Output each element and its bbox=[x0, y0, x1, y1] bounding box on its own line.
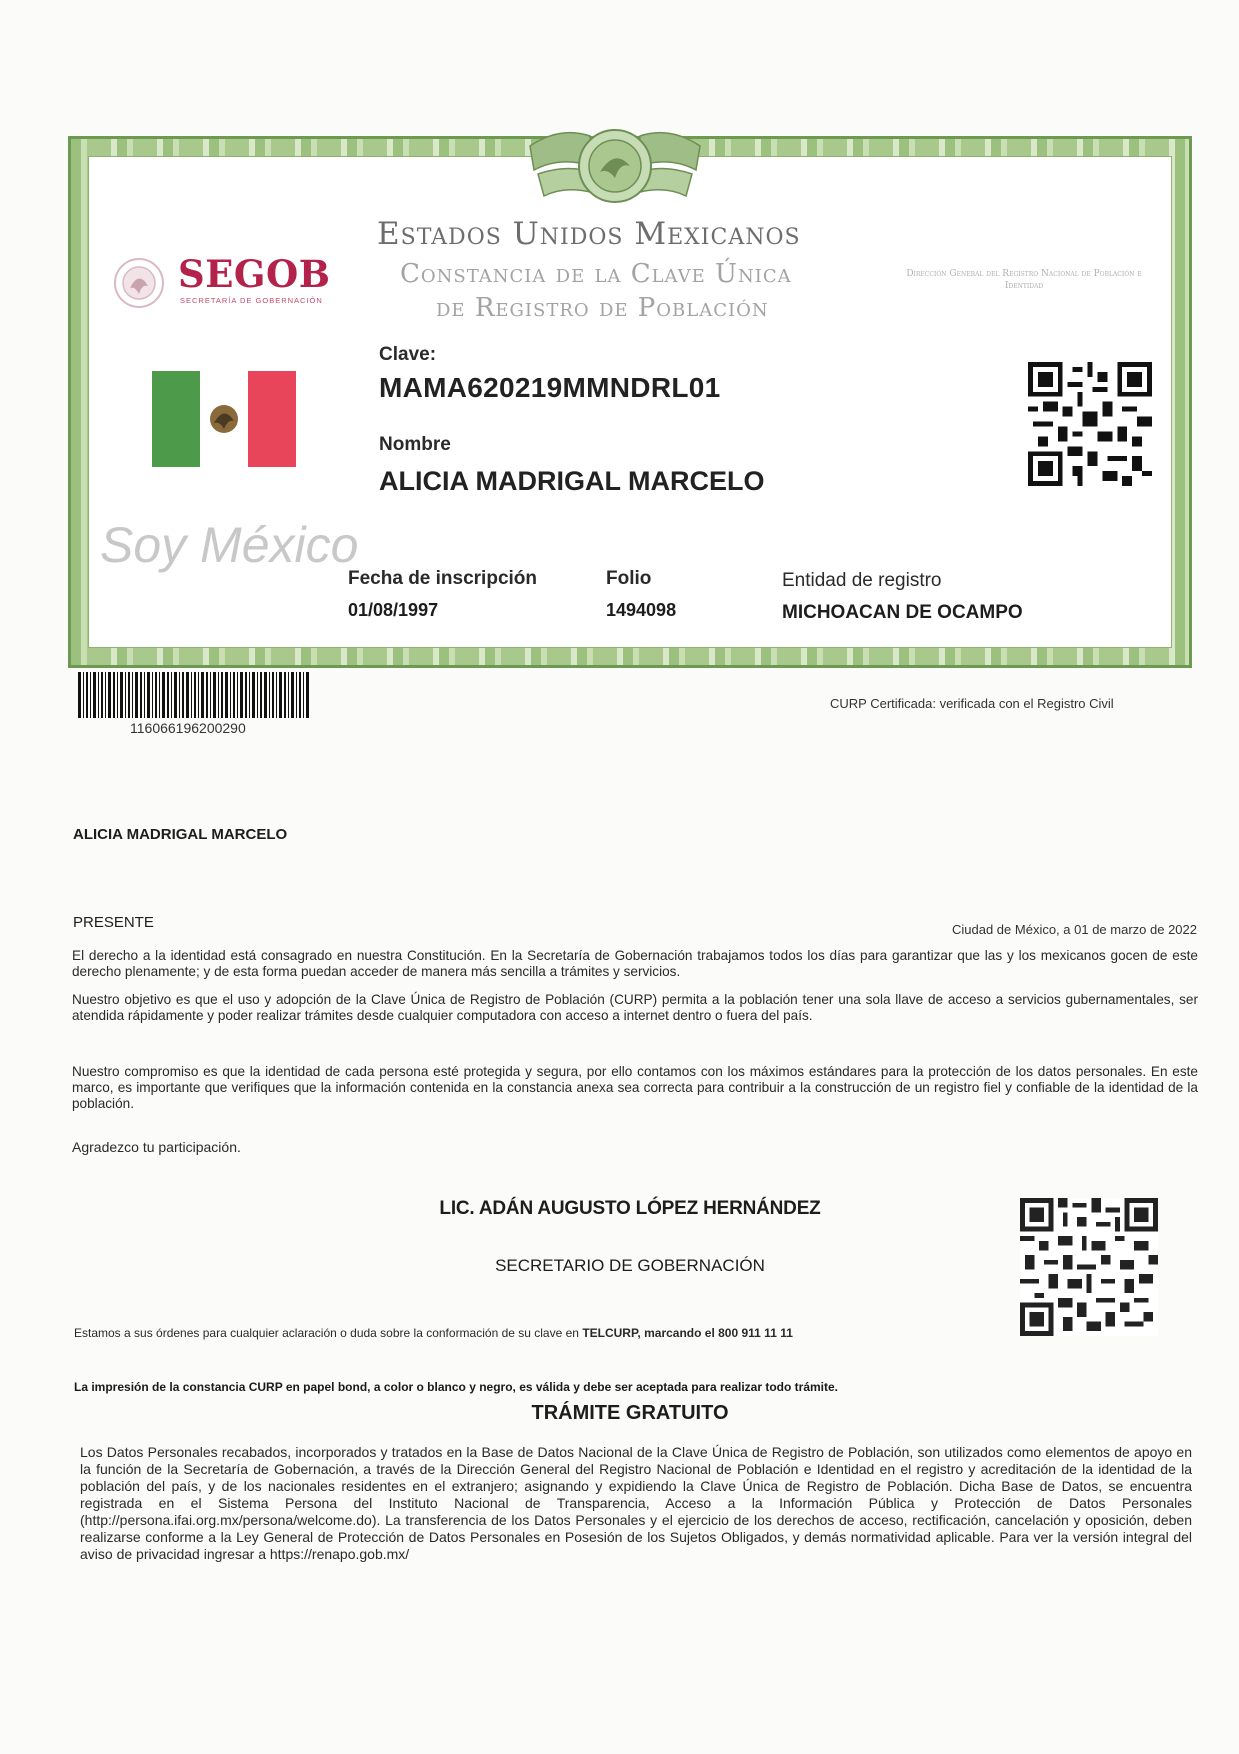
letter-salutation: PRESENTE bbox=[73, 914, 154, 931]
fecha-inscripcion-value: 01/08/1997 bbox=[348, 600, 439, 620]
letter-paragraph: El derecho a la identidad está consagrado en nuestra Constitución. En la Secretaría de Gobernación trabajamos todos los días para garantizar que las y los mexicanos gocen de este derecho plenamente; y de esta forma puedan acceder de manera más sencilla a trámites y servicios. bbox=[72, 948, 1198, 979]
fecha-inscripcion-label: Fecha de inscripción bbox=[348, 568, 537, 589]
letter-qr-code-icon bbox=[1020, 1198, 1158, 1336]
clave-label: Clave: bbox=[379, 344, 437, 365]
barcode-number: 116066196200290 bbox=[130, 720, 246, 736]
folio-label: Folio bbox=[606, 568, 652, 589]
privacy-notice: Los Datos Personales recabados, incorporados y tratados en la Base de Datos Nacional de la Clave Única de Registro de Población, son utilizados como elementos de apoyo en la función de la Secretaría de Gobernación, a través de la Dirección General del Registro Nacional de Población e Identidad en el registro y acreditación de la identidad de la población del país, y de los nacionales residentes en el extranjero; asignando y expidiendo la Clave Única de Registro de Población. Dicha Base de Datos, se encuentra registrada en el Sistema Persona del Instituto Nacional de Transparencia, Acceso a la Información Pública y Protección de Datos Personales (http://persona.ifai.org.mx/persona/welcome.do). La transferencia de los Datos Personales y el ejercicio de los derechos de acceso, rectificación, cancelación y oposición, deben realizarse conforme a la Ley General de Protección de Datos Personales en Posesión de los Sujetos Obligados, y demás normatividad aplicable. Para ver la versión integral del aviso de privacidad ingresar a https://renapo.gob.mx/ bbox=[80, 1444, 1192, 1562]
mexican-flag-icon bbox=[152, 371, 296, 467]
nombre-label: Nombre bbox=[379, 434, 451, 455]
print-validity-notice: La impresión de la constancia CURP en papel bond, a color o blanco y negro, es válida y debe ser aceptada para realizar todo trámite. bbox=[74, 1380, 839, 1394]
document-title: Estados Unidos Mexicanos bbox=[377, 216, 801, 252]
segob-subtitle: SECRETARÍA DE GOBERNACIÓN bbox=[180, 296, 323, 305]
signer-name: LIC. ADÁN AUGUSTO LÓPEZ HERNÁNDEZ bbox=[439, 1198, 821, 1219]
signer-title: SECRETARIO DE GOBERNACIÓN bbox=[495, 1256, 765, 1275]
telcurp-phone: TELCURP, marcando el 800 911 11 11 bbox=[582, 1326, 793, 1340]
contact-text: Estamos a sus órdenes para cualquier aclaración o duda sobre la conformación de su clave en bbox=[74, 1326, 579, 1340]
segob-seal-icon bbox=[112, 256, 166, 310]
clave-value: MAMA620219MMNDRL01 bbox=[379, 372, 721, 403]
letter-date-place: Ciudad de México, a 01 de marzo de 2022 bbox=[952, 922, 1197, 937]
folio-value: 1494098 bbox=[606, 600, 677, 620]
letter-paragraph: Nuestro objetivo es que el uso y adopción de la Clave Única de Registro de Población (CURP) permita a la población tener una sola llave de acceso a servicios gubernamentales, ser atendida rápidamente y poder realizar trámites desde cualquier computadora con acceso a internet dentro o fuera del país. bbox=[72, 992, 1198, 1023]
barcode-icon bbox=[78, 672, 310, 718]
letter-paragraph: Nuestro compromiso es que la identidad de cada persona esté protegida y segura, por ello contamos con los máximos estándares para la protección de los datos personales. En este marco, es importante que verifiques que la información contenida en la constancia anexa sea correcta para contribuir a la construcción de un registro fiel y confiable de la identidad de la población. bbox=[72, 1064, 1198, 1111]
segob-logo-text: SEGOB bbox=[178, 252, 331, 296]
contact-line bbox=[74, 1326, 793, 1340]
entidad-registro-label: Entidad de registro bbox=[782, 570, 942, 591]
document-subtitle-line2: de Registro de Población bbox=[436, 293, 769, 323]
nombre-value: ALICIA MADRIGAL MARCELO bbox=[379, 466, 765, 496]
national-emblem-icon bbox=[520, 126, 710, 208]
curp-certified-note: CURP Certificada: verificada con el Registro Civil bbox=[830, 696, 1114, 711]
soy-mexico-slogan: Soy México bbox=[100, 517, 359, 573]
free-procedure-notice: TRÁMITE GRATUITO bbox=[531, 1402, 729, 1424]
document-subtitle-line1: Constancia de la Clave Única bbox=[400, 259, 792, 289]
letter-closing: Agradezco tu participación. bbox=[72, 1139, 241, 1155]
entidad-registro-value: MICHOACAN DE OCAMPO bbox=[782, 602, 1023, 623]
directorate-name: Dirección General del Registro Nacional de Población e Identidad bbox=[906, 269, 1142, 291]
certificate-qr-code-icon bbox=[1028, 362, 1152, 486]
letter-recipient: ALICIA MADRIGAL MARCELO bbox=[73, 826, 288, 843]
